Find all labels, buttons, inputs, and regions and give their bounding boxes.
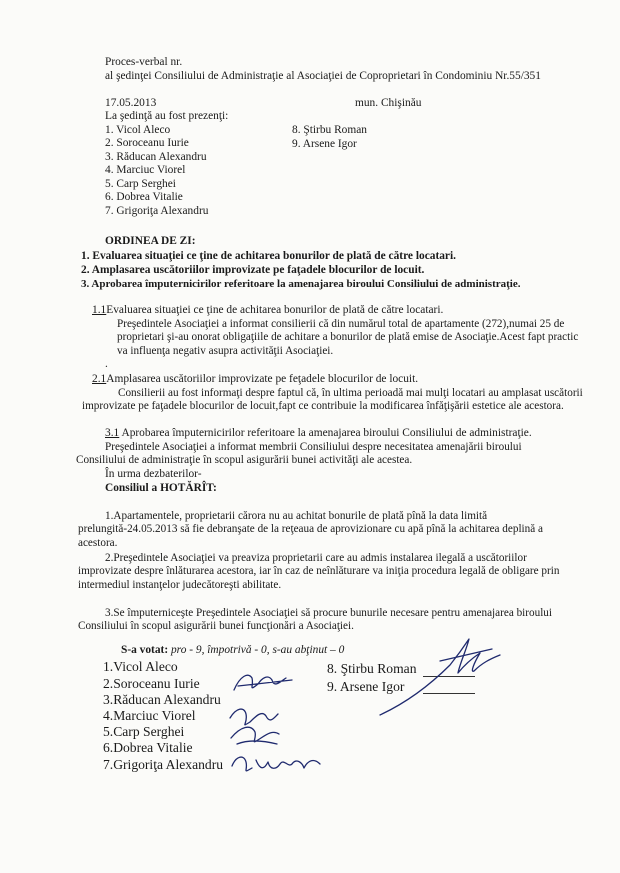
signature-mark [225,718,285,752]
section-body: Consilierii au fost informaţi despre faptul că, în ultima perioadă mai mulţi locatari au amplasat uscătorii improvizate pe faţadele blocurilor de locuit,fapt ce contribuie la modificarea înfăţişării estetice ale acestora. [82,387,583,413]
signer-item: 5.Carp Serghei [103,724,185,739]
section-body: Preşedintele Asociaţiei a informat membrii Consiliului despre necesitatea amenajării biroului Consiliului de administraţie în scopul asigurării bunei activităţi ale acestea. [76,441,522,467]
doc-title: Proces-verbal nr. [105,56,183,68]
section-heading [105,427,532,440]
meeting-place: mun. Chişinău [355,97,422,109]
vote-label: S-a votat: [121,644,169,656]
section-number: 3.1 [105,427,120,439]
attendee-item: 7. Grigoriţa Alexandru [105,205,209,217]
section-body: Preşedintele Asociaţiei a informat consilierii că din numărul total de apartamente (272),numai 25 de proprietari şi-au onorat obligaţiile de achitare a bonurilor de plată emise de Asociaţie.Acest fapt practic va influenţa negativ asupra activităţii Asociaţiei. [117,318,579,357]
attendee-item: 8. Ştirbu Roman [292,124,367,136]
section-number: 1.1 [92,304,107,316]
vote-line [121,644,344,657]
section-heading [92,373,418,386]
signer-item: 7.Grigoriţa Alexandru [103,757,224,772]
doc-subtitle: al şedinţei Consiliului de Administraţie al Asociaţiei de Coproprietari în Condominiu Nr.55/351 [105,70,541,82]
section-heading-text: Evaluarea situaţiei ce ţine de achitarea bonurilor de plată de către locatari. [106,304,444,316]
agenda-item: 1. Evaluarea situaţiei ce ţine de achitarea bonurilor de plată de către locatari. [81,250,457,262]
attendee-item: 1. Vicol Aleco [105,124,171,136]
decision-item: 1.Apartamentele, proprietarii cărora nu au achitat bonurile de plată pînă la data limită prelungită-24.05.2013 să fie debranşate de la reţeaua de aprovizionare cu apă pînă la achitarea deplină a acestora. [78,510,543,549]
signer-item: 4.Marciuc Viorel [103,708,196,723]
decision-item: 2.Preşedintele Asociaţiei va preaviza proprietarii care au admis instalarea ilegală a uscătoriilor improvizate despre înlăturarea acestora, iar în caz de neînlăturare va iniţia procedura legală de obligare prin intermediul instanţelor judecătoreşti abilitate. [78,552,560,591]
attendee-item: 5. Carp Serghei [105,178,176,190]
present-label: La şedinţă au fost prezenţi: [105,110,229,122]
agenda-title: ORDINEA DE ZI: [105,235,196,247]
signer-item: 6.Dobrea Vitalie [103,740,193,755]
signer-item: 2.Soroceanu Iurie [103,676,200,691]
decision-item: 3.Se împuterniceşte Preşedintele Asociaţiei să procure bunurile necesare pentru amenajarea biroului Consiliului în scopul asigurării bunei funcţionări a Asociaţiei. [78,607,553,633]
after-debate: În urma dezbaterilor- [105,468,202,480]
meeting-date: 17.05.2013 [105,97,157,109]
section-heading-text: Aprobarea împuternicirilor referitoare la amenajarea biroului Consiliului de administraţie. [121,427,532,439]
attendee-item: 4. Marciuc Viorel [105,164,186,176]
vote-result: pro - 9, împotrivă - 0, s-au abţinut – 0 [168,644,345,656]
section-heading [92,304,443,317]
attendee-item: 9. Arsene Igor [292,138,357,150]
signature-mark [226,748,326,778]
stray-mark: . [105,358,108,370]
signer-item: 9. Arsene Igor [327,679,405,694]
attendee-item: 3. Răducan Alexandru [105,151,207,163]
signer-item: 1.Vicol Aleco [103,659,178,674]
signer-item: 3.Răducan Alexandru [103,692,221,707]
section-number: 2.1 [92,373,107,385]
signer-item: 8. Ştirbu Roman [327,661,417,676]
signature-mark [228,668,298,698]
decided-heading: Consiliul a HOTĂRÎT: [105,482,217,494]
attendee-item: 2. Soroceanu Iurie [105,137,189,149]
signature-mark [370,633,520,723]
attendee-item: 6. Dobrea Vitalie [105,191,183,203]
agenda-item: 2. Amplasarea uscătoriilor improvizate pe faţadele blocurilor de locuit. [81,264,425,276]
section-heading-text: Amplasarea uscătoriilor improvizate pe feţadele blocurilor de locuit. [106,373,419,385]
agenda-item: 3. Aprobarea împuternicirilor referitoare la amenajarea biroului Consiliului de administraţie. [81,278,521,290]
